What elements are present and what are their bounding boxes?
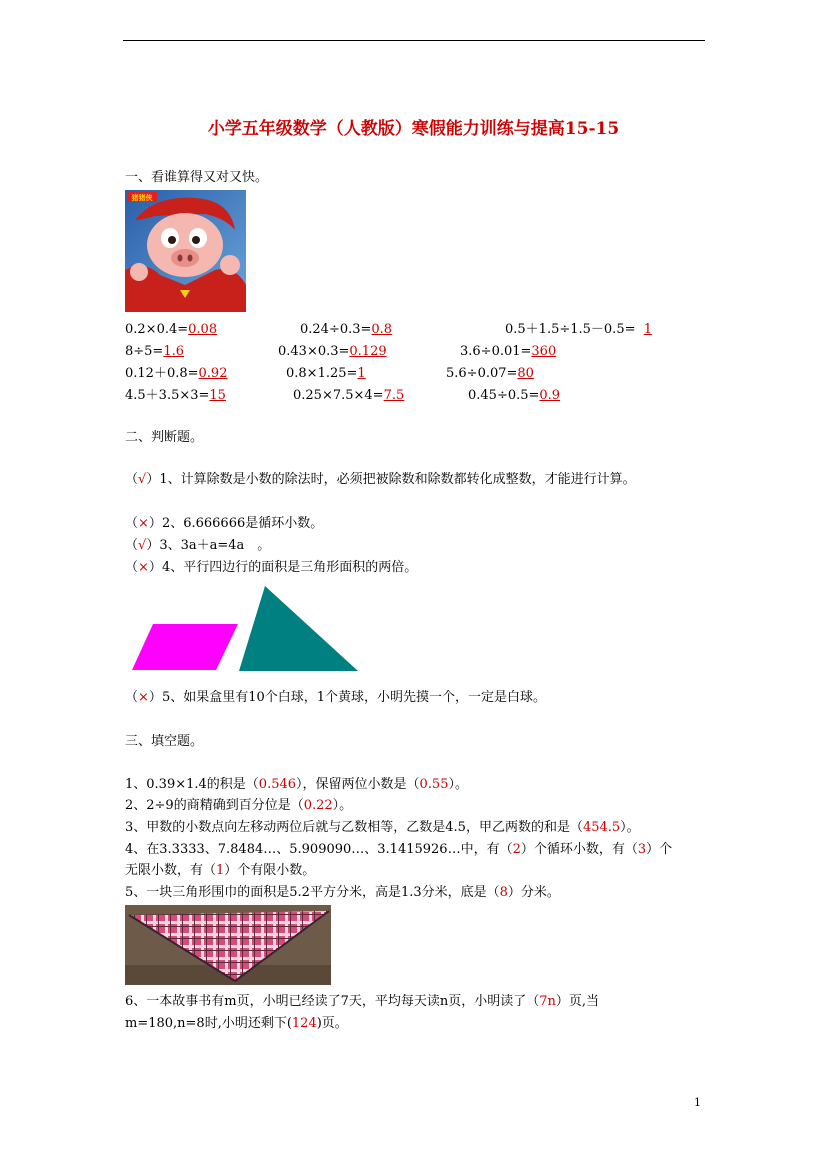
judge-mark-3: √	[138, 538, 147, 553]
fill-question-2: 2、2÷9的商精确到百分位是（0.22）。	[125, 798, 353, 813]
scarf-photo	[125, 905, 331, 985]
fill-question-4-line2: 无限小数，有（1）个有限小数。	[125, 863, 316, 878]
calc-4-2: 0.25×7.5×4=7.5	[293, 388, 405, 403]
header-rule	[123, 40, 705, 41]
fill-question-1: 1、0.39×1.4的积是（0.546），保留两位小数是（0.55）。	[125, 777, 468, 792]
calc-1-1: 0.2×0.4=0.08	[125, 322, 218, 337]
cartoon-pig-image	[125, 190, 246, 312]
judge-mark-5: ×	[138, 690, 149, 705]
judge-mark-2: ×	[138, 516, 149, 531]
fill-question-6-line1: 6、一本故事书有m页，小明已经读了7天，平均每天读n页，小明读了（7n）页,当	[125, 994, 600, 1009]
fill-question-3: 3、甲数的小数点向左移动两位后就与乙数相等，乙数是4.5，甲乙两数的和是（454.5）。	[125, 820, 640, 835]
calc-1-3: 0.5＋1.5÷1.5－0.5= 1	[505, 322, 653, 337]
calc-4-3: 0.45÷0.5=0.9	[468, 388, 561, 403]
calc-3-3: 5.6÷0.07=80	[446, 366, 534, 381]
fill-question-6-line2: m=180,n=8时,小明还剩下(124)页。	[125, 1016, 348, 1031]
calc-4-1: 4.5＋3.5×3=15	[125, 388, 226, 403]
section1-heading: 一、看谁算得又对又快。	[125, 170, 269, 185]
triangle-shape	[239, 586, 358, 671]
parallelogram-shape	[132, 624, 238, 670]
section3-heading: 三、填空题。	[125, 734, 204, 749]
calc-2-2: 0.43×0.3=0.129	[278, 344, 387, 359]
judge-item-2: （×）2、6.666666是循环小数。	[125, 516, 324, 531]
judge-mark-1: √	[138, 472, 147, 487]
shapes-figure	[125, 582, 365, 674]
calc-2-1: 8÷5=1.6	[125, 344, 185, 359]
judge-mark-4: ×	[138, 560, 149, 575]
page-number: 1	[694, 1096, 701, 1109]
section2-heading: 二、判断题。	[125, 430, 204, 445]
fill-question-4-line1: 4、在3.3333、7.8484…、5.909090…、3.1415926…中，有（2）个循环小数，有（3）个	[125, 842, 673, 857]
calc-2-3: 3.6÷0.01=360	[460, 344, 557, 359]
judge-item-3: （√）3、3a＋a=4a 。	[125, 538, 271, 553]
fill-question-5: 5、一块三角形围巾的面积是5.2平方分米，高是1.3分米，底是（8）分米。	[125, 885, 560, 900]
calc-3-1: 0.12＋0.8=0.92	[125, 366, 228, 381]
judge-item-5: （×）5、如果盒里有10个白球，1个黄球，小明先摸一个，一定是白球。	[125, 690, 547, 705]
judge-item-1: （√）1、计算除数是小数的除法时，必须把被除数和除数都转化成整数，才能进行计算。	[125, 472, 636, 487]
judge-item-4: （×）4、平行四边行的面积是三角形面积的两倍。	[125, 560, 418, 575]
calc-1-2: 0.24÷0.3=0.8	[300, 322, 393, 337]
calc-3-2: 0.8×1.25=1	[286, 366, 366, 381]
image-logo-text: 猪猪侠	[131, 194, 153, 202]
page-title: 小学五年级数学（人教版）寒假能力训练与提高15-15	[207, 119, 620, 139]
